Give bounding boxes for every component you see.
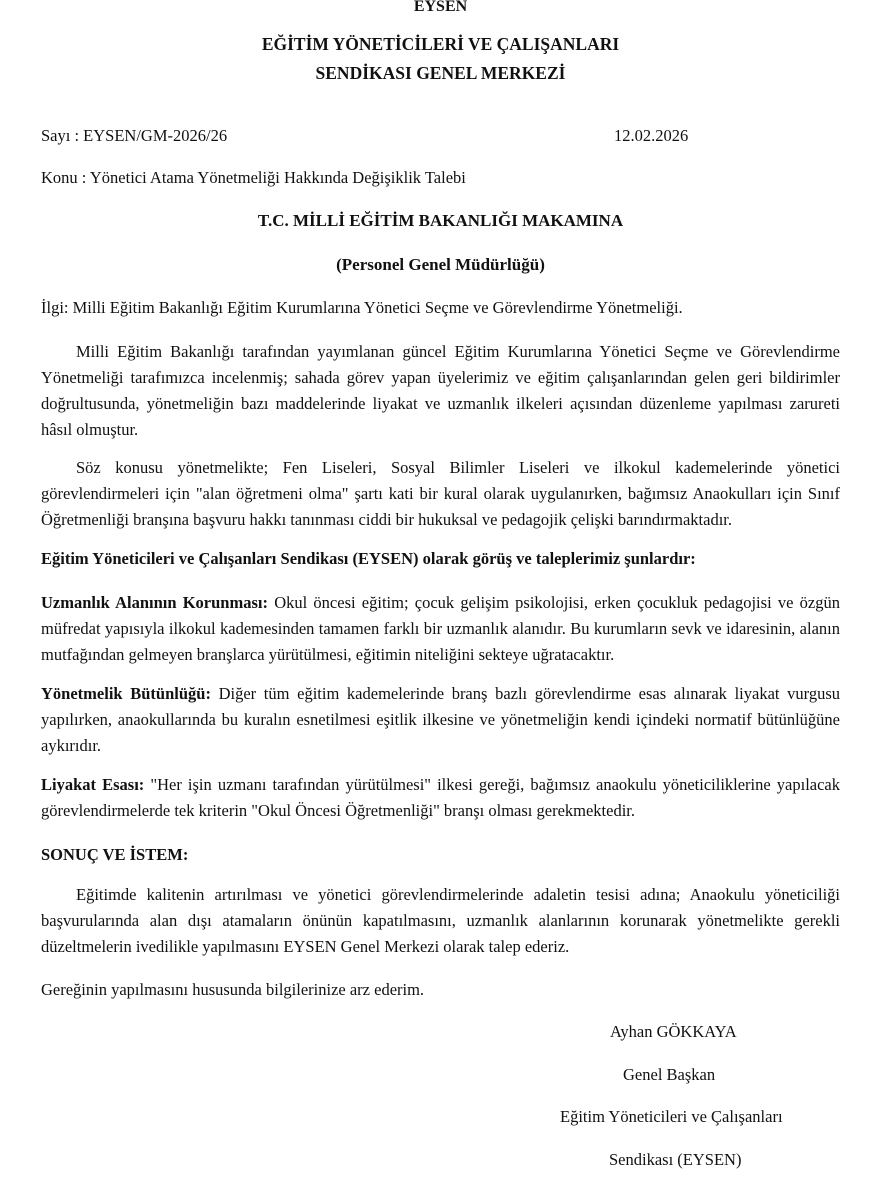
recipient-subtitle: (Personel Genel Müdürlüğü) — [336, 255, 545, 274]
recipient-title: T.C. MİLLİ EĞİTİM BAKANLIĞI MAKAMINA — [257, 211, 624, 230]
document-number: Sayı : EYSEN/GM-2026/26 — [41, 126, 228, 145]
item-expertise — [41, 590, 840, 668]
org-short-name: EYSEN — [413, 0, 468, 15]
document-subject: Konu : Yönetici Atama Yönetmeliği Hakkında Değişiklik Talebi — [41, 168, 466, 187]
item-integrity — [41, 681, 840, 759]
closing-line: Gereğinin yapılmasını hususunda bilgilerinize arz ederim. — [41, 980, 425, 999]
item-merit-text: "Her işin uzmanı tarafından yürütülmesi" ilkesi gereği, bağımsız anaokulu yöneticiliklerine yapılacak görevlendirmelerde tek kriterin "Okul Öncesi Öğretmenliği" branşı olması gerekmektedir. — [41, 775, 841, 820]
views-heading: Eğitim Yöneticileri ve Çalışanları Sendikası (EYSEN) olarak görüş ve taleplerimiz şunlardır: — [41, 549, 696, 568]
signatory-org-line1: Eğitim Yöneticileri ve Çalışanları — [560, 1107, 783, 1126]
signatory-position: Genel Başkan — [623, 1065, 716, 1084]
item-merit-label: Liyakat Esası: — [41, 775, 145, 794]
item-integrity-label: Yönetmelik Bütünlüğü: — [41, 684, 211, 703]
reference-line: İlgi: Milli Eğitim Bakanlığı Eğitim Kurumlarına Yönetici Seçme ve Görevlendirme Yönetmeliği. — [41, 298, 683, 317]
paragraph-2: Söz konusu yönetmelikte; Fen Liseleri, Sosyal Bilimler Liseleri ve ilkokul kademelerinde yönetici görevlendirmeleri için "alan öğretmeni olma" şartı kati bir kural olarak uygulanırken, bağımsız Anaokulları için Sınıf Öğretmenliği branşına başvuru hakkı tanınması ciddi bir hukuksal ve pedagojik çelişki barındırmaktadır. — [41, 458, 840, 529]
org-name-line1: EĞİTİM YÖNETİCİLERİ VE ÇALIŞANLARI — [261, 34, 620, 54]
item-expertise-label: Uzmanlık Alanının Korunması: — [41, 593, 268, 612]
item-expertise-text: Okul öncesi eğitim; çocuk gelişim psikolojisi, erken çocukluk pedagojisi ve özgün müfredat yapısıyla ilkokul kademesinden tamamen farklı bir uzmanlık alanıdır. Bu kurumların sevk ve idaresinin, alanın mutfağından gelmeyen branşlarca yürütülmesi, eğitimin niteliğini sekteye uğratacaktır. — [41, 593, 840, 664]
paragraph-1: Milli Eğitim Bakanlığı tarafından yayımlanan güncel Eğitim Kurumlarına Yönetici Seçme ve Görevlendirme Yönetmeliği tarafımızca incelenmiş; sahada görev yapan üyelerimiz ve eğitim çalışanlarından gelen geri bildirimler doğrultusunda, yönetmeliğin bazı maddelerinde liyakat ve uzmanlık ilkeleri açısından düzenleme yapılması zarureti hâsıl olmuştur. — [41, 342, 840, 439]
item-integrity-text: Diğer tüm eğitim kademelerinde branş bazlı görevlendirme esas alınarak liyakat vurgusu yapılırken, anaokullarında bu kuralın esnetilmesi eşitlik ilkesine ve yönetmeliğin kendi içindeki normatif bütünlüğüne aykırıdır. — [41, 684, 840, 755]
conclusion-heading: SONUÇ VE İSTEM: — [41, 845, 189, 864]
signatory-org-line2: Sendikası (EYSEN) — [609, 1150, 742, 1169]
org-name-line2: SENDİKASI GENEL MERKEZİ — [315, 63, 566, 83]
signatory-name: Ayhan GÖKKAYA — [610, 1022, 737, 1041]
paragraph-3: Eğitimde kalitenin artırılması ve yönetici görevlendirmelerinde adaletin tesisi adına; Anaokulu yöneticiliği başvurularında alan dışı atamaların önünün kapatılmasını, uzmanlık alanlarının korunarak yönetmelikte gerekli düzeltmelerin ivedilikle yapılmasını EYSEN Genel Merkezi olarak talep ederiz. — [41, 885, 840, 956]
document-date: 12.02.2026 — [614, 126, 689, 145]
item-merit — [41, 772, 840, 824]
